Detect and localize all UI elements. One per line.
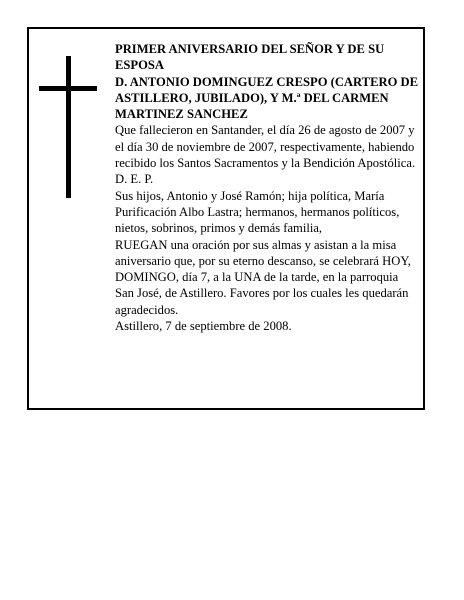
- notice-text: [115, 41, 419, 334]
- notice-place-date: Astillero, 7 de septiembre de 2008.: [115, 319, 292, 334]
- notice-heading-title: PRIMER ANIVERSARIO DEL SEÑOR Y DE SU ESPOSA: [115, 42, 385, 73]
- notice-heading-names: D. ANTONIO DOMINGUEZ CRESPO (CARTERO DE ASTILLERO, JUBILADO), Y M.ª DEL CARMEN MARTINEZ SANCHEZ: [115, 74, 419, 122]
- notice-family-paragraph: Sus hijos, Antonio y José Ramón; hija política, María Purificación Albo Lastra; hermanos, hermanos políticos, nietos, sobrinos, primos y demás familia,: [115, 188, 400, 236]
- cross-vertical-bar: [66, 56, 71, 198]
- notice-dep: D. E. P.: [115, 172, 154, 187]
- notice-deaths-paragraph: Que fallecieron en Santander, el día 26 de agosto de 2007 y el día 30 de noviembre de 2007, respectivamente, habiendo recibido los Santos Sacramentos y la Bendición Apostólica.: [115, 123, 416, 171]
- obituary-notice: [27, 27, 425, 410]
- cross-icon: [39, 56, 97, 198]
- cross-horizontal-bar: [39, 86, 97, 91]
- notice-request-paragraph: RUEGAN una oración por sus almas y asistan a la misa aniversario que, por su eterno descanso, se celebrará HOY, DOMINGO, día 7, a la UNA de la tarde, en la parroquia San José, de Astillero. Favores por los cuales les quedarán agradecidos.: [115, 237, 411, 317]
